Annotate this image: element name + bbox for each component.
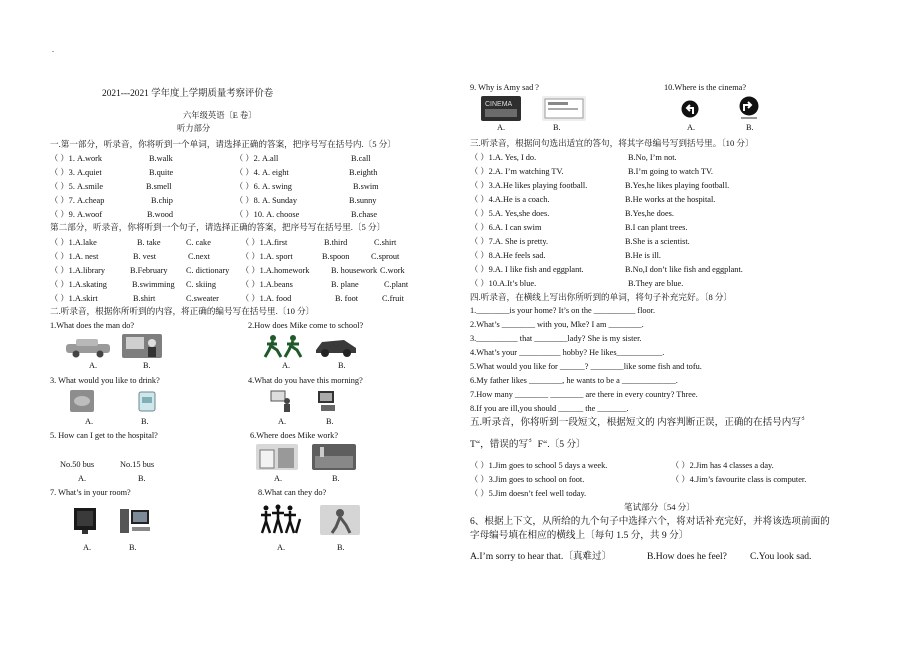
item-c: （ ）4. A. eight [235, 168, 289, 177]
factory-image [312, 444, 356, 470]
item-b: B.walk [149, 154, 173, 163]
option-a-label: A. [83, 543, 92, 552]
question-7: 7. What’s in your room? [50, 488, 131, 497]
item-d: B.sunny [349, 196, 377, 205]
option-a-label: A. [282, 361, 291, 370]
item-c: C. skiing [186, 280, 216, 289]
answer-a: （ ）3.A.He likes playing football. [470, 181, 588, 190]
fill-blank-line: 5.What would you like for ______? ________like some fish and tofu. [470, 362, 702, 371]
item-a: （ ）1.A.skating [50, 280, 107, 289]
true-false-item: （ ）5.Jim doesn’t feel well today. [470, 489, 587, 498]
item-c: C. cake [186, 238, 211, 247]
answer-b: B.I can plant trees. [625, 223, 688, 232]
answer-b: B.They are blue. [628, 279, 684, 288]
option-b-label: B. [337, 543, 345, 552]
teacher-image [122, 334, 162, 358]
fill-blank-line: 7.How many ________ ________ are there in every country? Three. [470, 390, 698, 399]
question-1: 1.What does the man do? [50, 321, 135, 330]
ticket-image [542, 96, 586, 121]
option-b-label: B. [141, 417, 149, 426]
walking-image [261, 334, 305, 358]
item-a: （ ）5. A.smile [50, 182, 104, 191]
item-b: B.wood [147, 210, 174, 219]
svg-text:CINEMA: CINEMA [485, 101, 513, 108]
item-e: B. housework [331, 266, 378, 275]
true-false-item: （ ）3.Jim goes to school on foot. [470, 475, 585, 484]
item-a: （ ）9. A.woof [50, 210, 103, 219]
item-d: （ ）1.A. food [241, 294, 292, 303]
listening-part-label: 听力部分 [177, 124, 211, 133]
item-b: B.smell [146, 182, 172, 191]
answer-b: B.No, I’m not. [628, 153, 677, 162]
section5-title-line2: T“，错误的写〞F“.〔5 分〕 [470, 439, 586, 450]
answer-a: （ ）10.A.It’s blue. [470, 279, 537, 288]
item-c: （ ）10. A. choose [235, 210, 300, 219]
section6-title-line2: 字母编号填在相应的横线上〔每句 1.5 分，共 9 分〕 [470, 530, 689, 541]
item-c: （ ）8. A. Sunday [235, 196, 297, 205]
option-b-label: B. [746, 123, 754, 132]
hospital-image [256, 444, 298, 470]
answer-a: （ ）9.A. I like fish and eggplant. [470, 265, 584, 274]
answer-a: （ ）1.A. Yes, I do. [470, 153, 537, 162]
option-a-label: A. [277, 543, 286, 552]
fill-blank-line: 2.What’s ________ with you, Mke? I am ________. [470, 320, 644, 329]
item-a: （ ）7. A.cheap [50, 196, 105, 205]
section3-right-title: 三.听录音，根据问句选出适宜的答句，将其字母编号写到括号里。〔10 分〕 [470, 138, 754, 148]
choice-c: C.You look sad. [750, 551, 812, 562]
class-image [269, 389, 293, 413]
item-d: B.swim [353, 182, 379, 191]
fill-blank-line: 8.If you are ill,you should ______ the _______. [470, 404, 629, 413]
option-b-label: B. [326, 417, 334, 426]
question-6: 6.Where does Mike work? [250, 431, 339, 440]
item-f: C.shirt [374, 238, 397, 247]
answer-b: B.No,I don’t like fish and eggplant. [625, 265, 743, 274]
option-a-label: A. [89, 361, 98, 370]
option-b-label: B. [143, 361, 151, 370]
choice-a: A.I’m sorry to hear that.〔真难过〕 [470, 551, 612, 562]
page-dot: . [52, 45, 54, 54]
drink-image [70, 390, 94, 412]
turn-right-sign-icon [736, 96, 762, 120]
answer-b: B.Yes,he likes playing football. [625, 181, 730, 190]
question-5: 5. How can I get to the hospital? [50, 431, 158, 440]
true-false-item: （ ）4.Jim’s favourite class is computer. [671, 475, 807, 484]
option-b-label: B. [138, 474, 146, 483]
item-e: B.third [324, 238, 348, 247]
option-a-label: A. [85, 417, 94, 426]
skating-image [320, 505, 360, 535]
item-b: B.February [130, 266, 168, 275]
item-f: C.work [380, 266, 405, 275]
question-10: 10.Where is the cinema? [664, 83, 747, 92]
item-f: C.sprout [371, 252, 400, 261]
answer-a: （ ）2.A. I’m watching TV. [470, 167, 564, 176]
question-2: 2.How does Mike come to school? [248, 321, 364, 330]
true-false-item: （ ）2.Jim has 4 classes a day. [671, 461, 774, 470]
item-a: （ ）3. A.quiet [50, 168, 102, 177]
bus-option-a: No.50 bus [60, 460, 95, 469]
answer-b: B.He works at the hospital. [625, 195, 716, 204]
car-image-2 [314, 336, 358, 358]
answer-b: B.She is a scientist. [625, 237, 690, 246]
item-d: （ ）1.A.homework [241, 266, 310, 275]
fill-blank-line: 6.My father likes ________, he wants to be a _____________. [470, 376, 678, 385]
choice-b: B.How does he feel? [647, 551, 727, 562]
cinema-image [481, 96, 521, 121]
exam-title: 2021---2021 学年度上学期质量考察评价卷 [102, 89, 274, 99]
tv-image [72, 506, 98, 536]
item-f: C.plant [384, 280, 409, 289]
fill-blank-line: 4.What’s your __________ hobby? He likes___________. [470, 348, 665, 357]
item-a: （ ）1.A.lake [50, 238, 97, 247]
item-d: （ ）1.A.beans [241, 280, 293, 289]
item-c: （ ）2. A.all [235, 154, 279, 163]
item-c: C. dictionary [186, 266, 230, 275]
item-b: B. take [137, 238, 161, 247]
section1-title: 一.第一部分，听录音，你将听到一个单词，请选择正确的答案，把序号写在括号内.〔5 分〕 [50, 139, 396, 149]
item-a: （ ）1.A. nest [50, 252, 99, 261]
item-f: C.fruit [382, 294, 404, 303]
question-3: 3. What would you like to drink? [50, 376, 160, 385]
option-a-label: A. [274, 474, 283, 483]
answer-b: B.Yes,he does. [625, 209, 674, 218]
option-a-label: A. [278, 417, 287, 426]
option-b-label: B. [129, 543, 137, 552]
item-d: B.chase [351, 210, 378, 219]
exam-subtitle: 六年级英语〔E 卷〕 [183, 111, 257, 120]
fill-blank-line: 1.________is your home? It’s on the __________ floor. [470, 306, 656, 315]
true-false-item: （ ）1.Jim goes to school 5 days a week. [470, 461, 608, 470]
item-d: （ ）1.A.first [241, 238, 288, 247]
section4-title: 四.听录音，在横线上写出你所听到的单词，将句子补充完好。〔8 分〕 [470, 292, 733, 302]
fill-blank-line: 3.__________ that ________lady? She is my sister. [470, 334, 642, 343]
question-9: 9. Why is Amy sad ? [470, 83, 539, 92]
option-a-label: A. [687, 123, 696, 132]
item-a: （ ）1.A.library [50, 266, 106, 275]
item-e: B.spoon [322, 252, 350, 261]
dancing-image [258, 503, 304, 537]
option-a-label: A. [497, 123, 506, 132]
item-a: （ ）1. A.work [50, 154, 103, 163]
answer-a: （ ）4.A.He is a coach. [470, 195, 550, 204]
answer-a: （ ）8.A.He feels sad. [470, 251, 546, 260]
answer-b: B.He is ill. [625, 251, 661, 260]
bus-option-b: No.15 bus [120, 460, 155, 469]
answer-a: （ ）5.A. Yes,she does. [470, 209, 550, 218]
computer-class-image [316, 389, 340, 413]
answer-a: （ ）6.A. I can swim [470, 223, 542, 232]
item-a: （ ）1.A.skirt [50, 294, 98, 303]
section2-title: 第二部分，听录音，你将听到一个句子，请选择正确的答案，把序号写在括号里.〔5 分〕 [50, 222, 386, 232]
item-b: B.quite [149, 168, 174, 177]
turn-left-sign-icon [680, 100, 700, 118]
option-b-label: B. [332, 474, 340, 483]
answer-a: （ ）7.A. She is pretty. [470, 237, 549, 246]
option-b-label: B. [338, 361, 346, 370]
item-b: B. vest [133, 252, 157, 261]
computer-image [118, 506, 152, 536]
option-a-label: A. [78, 474, 87, 483]
juice-box-image [136, 390, 158, 412]
item-e: B. foot [335, 294, 359, 303]
item-b: B.swimming [132, 280, 175, 289]
item-c: C.next [188, 252, 210, 261]
question-8: 8.What can they do? [258, 488, 327, 497]
question-4: 4.What do you have this morning? [248, 376, 363, 385]
section6-title-line1: 6、根据上下文，从所给的九个句子中选择六个，将对话补充完好，并将该选项前面的 [470, 516, 830, 527]
item-d: （ ）1.A. sport [241, 252, 293, 261]
written-part-label: 笔试部分〔54 分〕 [624, 502, 695, 512]
section5-title-line1: 五.听录音，你将听到一段短文，根据短文的 内容判断正误，正确的在括号内写〞 [470, 417, 811, 428]
item-b: B.chip [151, 196, 173, 205]
item-b: B.shirt [133, 294, 156, 303]
option-b-label: B. [553, 123, 561, 132]
item-d: B.eighth [349, 168, 378, 177]
answer-b: B.I’m going to watch TV. [628, 167, 713, 176]
car-image [64, 336, 114, 358]
item-e: B. plane [331, 280, 359, 289]
item-c: C.sweater [186, 294, 219, 303]
item-d: B.call [351, 154, 371, 163]
item-c: （ ）6. A. swing [235, 182, 292, 191]
section3-title: 二.听录音，根据你所听到的内容，将正确的编号写在括号里.〔10 分〕 [50, 306, 315, 316]
